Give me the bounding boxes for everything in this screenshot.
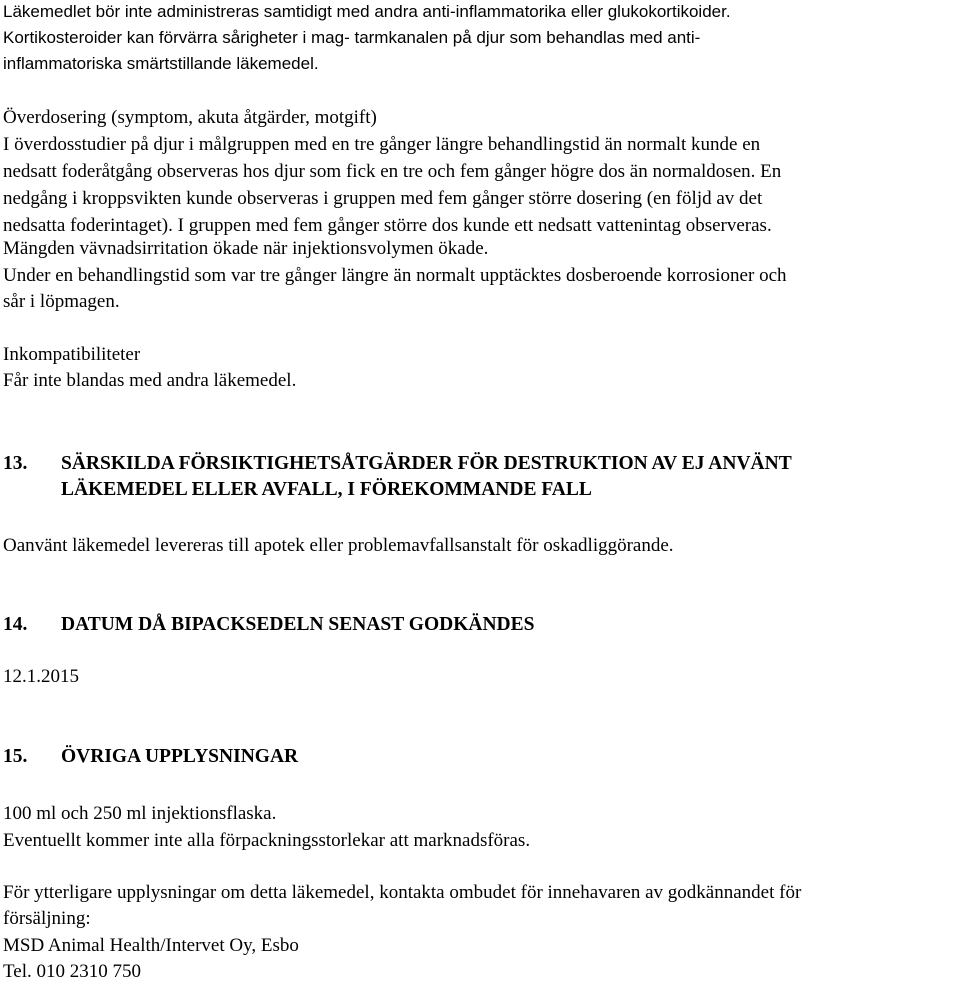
incompat-text: Får inte blandas med andra läkemedel. <box>3 370 297 391</box>
approval-date: 12.1.2015 <box>3 666 79 687</box>
incompat-heading: Inkompatibiliteter <box>3 344 141 365</box>
section-14-title: DATUM DÅ BIPACKSEDELN SENAST GODKÄNDES <box>61 614 535 635</box>
overdose-line-4: nedsatta foderintaget). I gruppen med fem gånger större dos kunde ett nedsatt vattenintag observeras. <box>3 215 772 236</box>
overdose-line-5: Mängden vävnadsirritation ökade när injektionsvolymen ökade. <box>3 238 489 259</box>
intro-line-1: Läkemedlet bör inte administreras samtidigt med andra anti-inflammatorika eller glukokortikoider. <box>3 2 731 21</box>
section-14-number: 14. <box>3 614 28 635</box>
marketing-note: Eventuellt kommer inte alla förpackningsstorlekar att marknadsföras. <box>3 830 531 851</box>
section-13-title-line-2: LÄKEMEDEL ELLER AVFALL, I FÖREKOMMANDE FALL <box>61 479 592 500</box>
section-13-body: Oanvänt läkemedel levereras till apotek eller problemavfallsanstalt för oskadliggörande. <box>3 535 674 556</box>
overdose-line-1: I överdosstudier på djur i målgruppen med en tre gånger längre behandlingstid än normalt kunde en <box>3 134 761 155</box>
contact-line-1: För ytterligare upplysningar om detta läkemedel, kontakta ombudet för innehavaren av godkännandet för <box>3 882 802 903</box>
overdose-line-2: nedsatt foderåtgång observeras hos djur som fick en tre och fem gånger högre dos än normaldosen. En <box>3 161 782 182</box>
section-13-number: 13. <box>3 453 28 474</box>
section-15-heading <box>3 745 298 769</box>
overdose-heading: Överdosering (symptom, akuta åtgärder, motgift) <box>3 107 377 128</box>
overdose-line-7: sår i löpmagen. <box>3 291 120 312</box>
section-15-title: ÖVRIGA UPPLYSNINGAR <box>61 746 299 767</box>
section-13-heading <box>3 452 792 476</box>
company-phone: Tel. 010 2310 750 <box>3 961 141 982</box>
intro-line-2: Kortikosteroider kan förvärra sårigheter i mag- tarmkanalen på djur som behandlas med anti- <box>3 28 701 47</box>
overdose-line-6: Under en behandlingstid som var tre gånger längre än normalt upptäcktes dosberoende korrosioner och <box>3 265 787 286</box>
section-13-title-line-1: SÄRSKILDA FÖRSIKTIGHETSÅTGÄRDER FÖR DESTRUKTION AV EJ ANVÄNT <box>61 453 792 474</box>
section-15-number: 15. <box>3 746 28 767</box>
overdose-line-3: nedgång i kroppsvikten kunde observeras i gruppen med fem gånger större dosering (en följd av det <box>3 188 763 209</box>
package-sizes: 100 ml och 250 ml injektionsflaska. <box>3 803 277 824</box>
company-name: MSD Animal Health/Intervet Oy, Esbo <box>3 935 299 956</box>
contact-line-2: försäljning: <box>3 908 91 929</box>
section-14-heading <box>3 613 535 637</box>
intro-line-3: inflammatoriska smärtstillande läkemedel. <box>3 54 319 73</box>
